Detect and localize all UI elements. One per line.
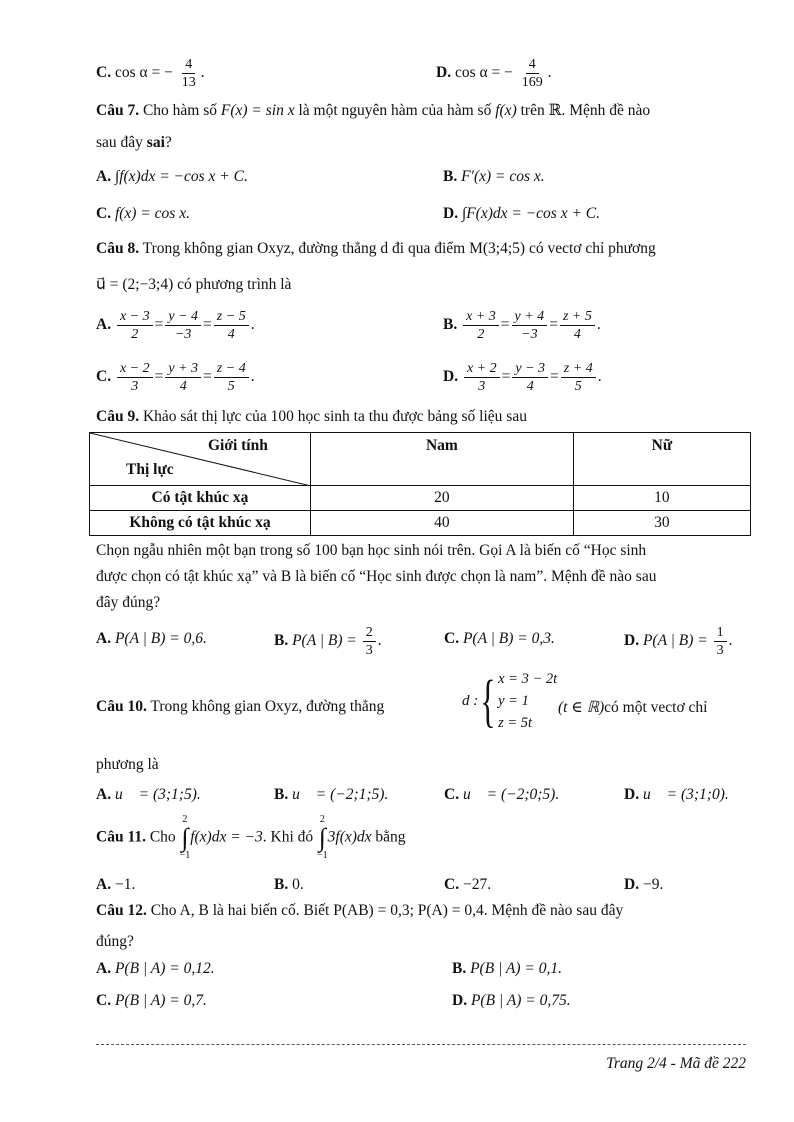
numerator: y + 3 (165, 360, 201, 378)
numerator: 2 (363, 624, 376, 642)
fraction (519, 56, 546, 91)
corner-bottom-label: Thị lực (126, 461, 174, 478)
option-label: B. (274, 876, 289, 893)
q11-stem (96, 815, 406, 861)
numerator: 4 (526, 56, 539, 74)
corner-top-label: Giới tính (208, 437, 268, 454)
denominator: 5 (227, 379, 235, 394)
integral-limits (317, 815, 328, 861)
table-header: Nam (311, 433, 574, 486)
table-corner-cell (90, 433, 311, 486)
stem-text: phương là (96, 756, 159, 773)
option-label: D. (443, 205, 459, 222)
fraction (363, 624, 376, 659)
numerator: 1 (714, 624, 727, 642)
row-header: Có tật khúc xạ (90, 486, 311, 511)
option-label: C. (96, 992, 112, 1009)
row-header: Không có tật khúc xạ (90, 511, 311, 536)
fraction (165, 308, 201, 343)
upper-limit: 2 (182, 814, 188, 825)
integral-limits (180, 815, 191, 861)
q10-option-d (624, 786, 729, 804)
q12-stem-2 (96, 933, 746, 951)
option-label: C. (444, 786, 460, 803)
fraction (117, 308, 153, 343)
q10-stem-2 (96, 756, 746, 774)
option-label: D. (624, 632, 640, 650)
option-text: −27. (462, 876, 492, 893)
option-label: A. (96, 786, 112, 803)
q7-option-a (96, 168, 248, 186)
q8-option-d: D. $\frac{x + 2}{3}$ = $\frac{y - 3}{4}$ = $\frac{z + 4}{5}$ . (443, 361, 602, 394)
question-label: Câu 11. (96, 828, 146, 846)
question-label: Câu 8. (96, 240, 140, 257)
option-label: D. (452, 992, 468, 1009)
system-rows (498, 668, 557, 734)
denominator: 2 (131, 327, 139, 342)
q10-stem (96, 698, 384, 716)
stem-text: Trong không gian Oxyz, đường thẳng (146, 698, 385, 715)
numerator: z + 4 (561, 360, 596, 378)
q9-text-4 (96, 594, 746, 612)
stem-text: Cho hàm số (139, 102, 221, 119)
system-row: z = 5t (498, 715, 533, 731)
math-expr: F(x) = sin x (220, 102, 295, 119)
fraction (179, 56, 199, 91)
q12-option-a (96, 960, 215, 978)
fraction (214, 308, 249, 343)
denominator: 3 (131, 379, 139, 394)
numerator: 4 (182, 56, 195, 74)
denominator: 4 (573, 327, 581, 342)
stem-text: . Khi đó (262, 828, 318, 846)
fraction (165, 360, 201, 395)
fraction (560, 308, 595, 343)
option-label: D. (436, 64, 452, 82)
q7-option-b (443, 168, 545, 186)
footer-divider (96, 1044, 746, 1045)
q8-stem-2 (96, 275, 746, 294)
option-text: ∫F(x)dx = −cos x + C. (461, 205, 601, 222)
lower-limit: −1 (179, 850, 191, 861)
upper-limit: 2 (319, 814, 325, 825)
option-text: u⃗ = (3;1;0). (642, 786, 729, 803)
stem-text: Cho (145, 828, 180, 846)
stem-text: u⃗ = (2;−3;4) có phương trình là (96, 276, 292, 293)
numerator: y − 4 (165, 308, 201, 326)
question-label: Câu 12. (96, 902, 147, 919)
numerator: z − 5 (214, 308, 249, 326)
option-text: ∫f(x)dx = −cos x + C. (114, 168, 248, 185)
option-text: 0. (292, 876, 304, 893)
stem-text: sau đây (96, 134, 147, 151)
option-label: B. (443, 316, 458, 334)
option-label: A. (96, 168, 112, 185)
numerator: x + 3 (463, 308, 499, 326)
denominator: 3 (478, 379, 486, 394)
q12-stem (96, 902, 746, 920)
question-label: Câu 10. (96, 698, 147, 715)
diagonal-line (90, 433, 311, 486)
stem-text: Khảo sát thị lực của 100 học sinh ta thu được bảng số liệu sau (139, 408, 527, 425)
q7-option-c (96, 205, 190, 223)
option-text: P(B | A) = 0,7. (114, 992, 207, 1009)
denominator: 2 (477, 327, 485, 342)
q7-stem (96, 101, 746, 120)
system-row: y = 1 (498, 693, 529, 709)
math-expr: 3f(x)dx (327, 828, 372, 846)
stem-text: trên ℝ. Mệnh đề nào (516, 102, 651, 119)
option-text: −1. (114, 876, 136, 893)
q9-text-3 (96, 568, 746, 586)
option-text: P(A | B) = (642, 632, 712, 650)
table-cell: 40 (311, 511, 574, 536)
option-text: P(A | B) = 0,6. (114, 630, 207, 647)
q8-option-c: C. $\frac{x - 2}{3}$ = $\frac{y + 3}{4}$ = $\frac{z - 4}{5}$ . (96, 361, 255, 394)
option-text: f(x) = cos x. (114, 205, 190, 222)
stem-text: có một vectơ chỉ (604, 699, 708, 716)
option-text: cos α = − (454, 64, 513, 82)
line-name: d : (462, 692, 479, 709)
option-label: A. (96, 960, 112, 977)
option-text: P(A | B) = 0,3. (462, 630, 555, 647)
q11-option-a (96, 876, 135, 894)
data-table (89, 432, 751, 536)
q9-option-d: D. P(A | B) = $\frac{1}{3}$ . (624, 625, 733, 658)
denominator: 3 (365, 643, 373, 658)
denominator: −3 (521, 327, 538, 342)
stem-text: là một nguyên hàm của hàm số (294, 102, 496, 119)
denominator: 3 (716, 643, 724, 658)
numerator: x − 2 (117, 360, 153, 378)
option-label: C. (96, 64, 112, 82)
definite-integral (180, 815, 191, 861)
q6-option-c: C. cos α = − $\frac{4}{13}$ . (96, 57, 205, 90)
question-label: Câu 9. (96, 408, 140, 425)
table-row (90, 486, 751, 511)
stem-text: Cho A, B là hai biến cố. Biết P(AB) = 0,3; P(A) = 0,4. Mệnh đề nào sau đây (146, 902, 624, 919)
option-label: B. (443, 168, 458, 185)
option-text: P(A | B) = (292, 632, 361, 650)
stem-text: bằng (371, 828, 406, 846)
fraction (463, 308, 499, 343)
equation-system (462, 668, 557, 734)
q6-option-d: D. cos α = − $\frac{4}{169}$ . (436, 57, 552, 90)
option-label: C. (96, 368, 112, 386)
denominator: 4 (179, 379, 187, 394)
emphasis: sai (146, 134, 165, 151)
q10-option-b (274, 786, 388, 804)
stem-text: đây đúng? (96, 594, 161, 611)
integral-icon: ∫ (318, 823, 326, 852)
q11-option-c (444, 876, 491, 894)
option-label: A. (96, 316, 112, 334)
denominator: 169 (521, 75, 543, 90)
option-text: u⃗ = (−2;1;5). (292, 786, 389, 803)
table-cell: 10 (573, 486, 750, 511)
lower-limit: −1 (317, 850, 328, 861)
option-label: A. (96, 630, 112, 647)
q10-stem-cond (558, 698, 707, 717)
fraction (117, 360, 153, 395)
option-label: A. (96, 876, 112, 893)
option-text: cos α = − (114, 64, 173, 82)
q9-option-b: B. P(A | B) = $\frac{2}{3}$ . (274, 625, 382, 658)
option-label: C. (444, 630, 460, 647)
table-cell: 30 (573, 511, 750, 536)
option-label: B. (274, 632, 289, 650)
option-label: D. (443, 368, 459, 386)
stem-text: ? (164, 134, 172, 151)
q8-option-b: B. $\frac{x + 3}{2}$ = $\frac{y + 4}{-3}$ = $\frac{z + 5}{4}$ . (443, 309, 601, 342)
q11-option-d (624, 876, 663, 894)
stem-text: được chọn có tật khúc xạ” và B là biến cố “Học sinh được chọn là nam”. Mệnh đề nào sau (96, 568, 657, 585)
table-cell: 20 (311, 486, 574, 511)
option-text: F′(x) = cos x. (461, 168, 545, 185)
option-text: u⃗ = (−2;0;5). (462, 786, 560, 803)
q11-option-b (274, 876, 304, 894)
q10-option-a (96, 786, 201, 804)
denominator: 4 (526, 379, 534, 394)
q9-text-2 (96, 542, 746, 560)
numerator: y − 3 (512, 360, 548, 378)
q9-option-c (444, 630, 555, 648)
option-label: B. (274, 786, 289, 803)
q10-system (462, 668, 557, 734)
option-text: −9. (642, 876, 664, 893)
denominator: 13 (181, 75, 196, 90)
system-row: x = 3 − 2t (498, 671, 558, 687)
numerator: y + 4 (512, 308, 548, 326)
brace-icon: { (480, 668, 496, 733)
q12-option-c (96, 992, 207, 1010)
table-header: Nữ (573, 433, 750, 486)
question-label: Câu 7. (96, 102, 140, 119)
q12-option-b (452, 960, 562, 978)
denominator: 5 (574, 379, 582, 394)
table-row (90, 511, 751, 536)
q9-option-a (96, 630, 207, 648)
numerator: x − 3 (117, 308, 153, 326)
fraction (464, 360, 500, 395)
fraction (214, 360, 249, 395)
q7-stem-2 (96, 134, 746, 152)
numerator: z + 5 (560, 308, 595, 326)
q7-option-d (443, 205, 600, 223)
definite-integral (317, 815, 328, 861)
option-label: C. (96, 205, 112, 222)
option-text: P(B | A) = 0,12. (114, 960, 215, 977)
option-text: P(B | A) = 0,75. (470, 992, 571, 1009)
fraction (561, 360, 596, 395)
numerator: z − 4 (214, 360, 249, 378)
numerator: x + 2 (464, 360, 500, 378)
q9-stem (96, 408, 746, 426)
stem-text: đúng? (96, 933, 134, 950)
fraction (512, 308, 548, 343)
denominator: −3 (174, 327, 192, 342)
math-expr: f(x) (495, 102, 517, 119)
fraction (714, 624, 727, 659)
q8-option-a: A. $\frac{x - 3}{2}$ = $\frac{y - 4}{-3}$ = $\frac{z - 5}{4}$ . (96, 309, 255, 342)
stem-text: Trong không gian Oxyz, đường thẳng d đi qua điểm M(3;4;5) có vectơ chỉ phương (139, 240, 656, 257)
q12-option-d (452, 992, 571, 1010)
option-text: P(B | A) = 0,1. (470, 960, 563, 977)
math-expr: (t ∈ ℝ) (558, 699, 605, 716)
q8-stem (96, 240, 746, 258)
math-expr: f(x)dx = −3 (190, 828, 263, 846)
page-footer: Trang 2/4 - Mã đề 222 (606, 1055, 746, 1072)
denominator: 4 (227, 327, 235, 342)
option-label: D. (624, 786, 640, 803)
integral-icon: ∫ (181, 823, 189, 852)
option-label: D. (624, 876, 640, 893)
fraction (512, 360, 548, 395)
q10-option-c (444, 786, 559, 804)
option-label: B. (452, 960, 467, 977)
stem-text: Chọn ngẫu nhiên một bạn trong số 100 bạn học sinh nói trên. Gọi A là biến cố “Học sinh (96, 542, 647, 559)
option-label: C. (444, 876, 460, 893)
option-text: u⃗ = (3;1;5). (114, 786, 201, 803)
